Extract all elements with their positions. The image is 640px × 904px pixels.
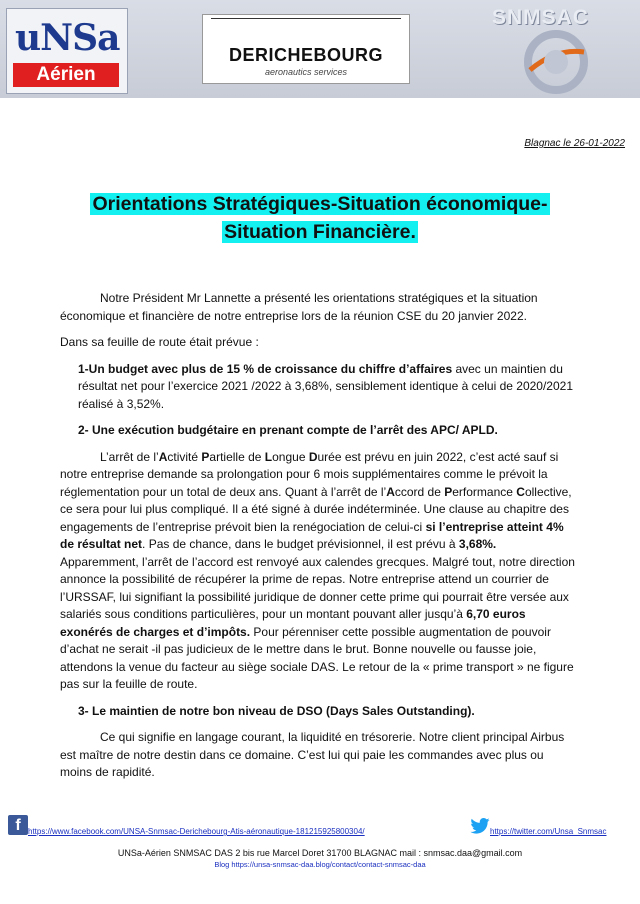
- point-1: [60, 361, 575, 414]
- intro-paragraph: Notre Président Mr Lannette a présenté les orientations stratégiques et la situation économique et financière de notre entreprise lors de la réunion CSE du 20 janvier 2022.: [60, 291, 538, 323]
- point-2-paragraph: L’arrêt de l’Activité Partielle de Longue Durée est prévu en juin 2022, c’est acté sauf si notre entreprise demande sa prolongation pour 6 mois supplémentaires comme le prévoit la réglementation pour un total de deux ans. Quant à l’arrêt de l’Accord de Performance Collective, ce sera pour lui plus compliqué. Il a été signé à durée indéterminée. Une clause au chapitre des engagements de l’entreprise prévoit bien la renégociation de celui-ci si l’entreprise atteint 4% de résultat net. Pas de chance, dans le budget prévisionnel, il est prévu à 3,68%. Apparemment, l’arrêt de l’accord est renvoyé aux calendes grecques. Malgré tout, notre direction annonce la possibilité de récupérer la prime de repas. Notre entreprise attend un courrier de l’URSSAF, lui signifiant la possibilité juridique de donner cette prime qui pourrait être versée aux salariés sous conditions particulières, pour un montant pouvant aller jusqu’à 6,70 euros exonérés de charges et d’impôts. Pour pérenniser cette possible augmentation de pouvoir d’achat ne serait -il pas judicieux de le mettre dans le brut. Bonne nouvelle ou fausse joie, attendons la venue du facteur au siège sociale DAS. Le retour de la « prime transport » ne figure pas sur la feuille de route.: [60, 449, 575, 691]
- point-3-heading: 3- Le maintien de notre bon niveau de DSO (Days Sales Outstanding).: [78, 703, 475, 718]
- derichebourg-tagline: aeronautics services: [264, 67, 348, 77]
- derichebourg-name: DERICHEBOURG: [228, 45, 383, 65]
- snmsac-name: SNMSAC: [492, 6, 590, 29]
- roadmap-intro: Dans sa feuille de route était prévue :: [60, 335, 259, 349]
- derichebourg-logo: [202, 14, 410, 84]
- title-line-1: Orientations Stratégiques-Situation économique-: [92, 193, 548, 215]
- point-3-paragraph: Ce qui signifie en langage courant, la liquidité en trésorerie. Notre client principal Airbus est maître de notre destin dans ce domaine. C’est lui qui paie les commandes avec plus ou moins de rapidité.: [60, 730, 565, 779]
- blog-link[interactable]: Blog https://unsa-snmsac-daa.blog/contact/contact-snmsac-daa: [214, 860, 426, 869]
- footer-address: UNSa-Aérien SNMSAC DAS 2 bis rue Marcel Doret 31700 BLAGNAC mail : snmsac.daa@gmail.com: [117, 848, 523, 858]
- facebook-link[interactable]: https://www.facebook.com/UNSA-Snmsac-Derichebourg-Atis-aéronautique-181215925800304/: [28, 827, 365, 836]
- document-body: [60, 290, 575, 791]
- document-date: Blagnac le 26-01-2022: [524, 138, 625, 149]
- unsa-logo-text: uNSa: [15, 17, 120, 59]
- facebook-icon[interactable]: f: [8, 815, 28, 835]
- point-1-text: avec un maintien du résultat net pour l’exercice 2021 /2022 à 3,68%, sensiblement identique à celui de 2020/2021 réalisé à 3,52%.: [78, 361, 574, 411]
- gear-icon: [524, 30, 588, 94]
- title-line-2: Situation Financière.: [224, 221, 416, 243]
- point-1-heading: 1-Un budget avec plus de 15 % de croissance du chiffre d’affaires: [78, 361, 453, 376]
- unsa-logo-subtext: Aérien: [13, 63, 119, 87]
- twitter-icon[interactable]: [470, 818, 490, 834]
- unsa-aerien-logo: [6, 8, 128, 94]
- point-2-heading: 2- Une exécution budgétaire en prenant compte de l’arrêt des APC/ APLD.: [78, 423, 498, 437]
- twitter-link[interactable]: https://twitter.com/Unsa_Snmsac: [490, 827, 607, 836]
- page-title: [40, 190, 600, 246]
- snmsac-logo: [478, 0, 640, 98]
- letterhead: [0, 0, 640, 98]
- logo-divider: [211, 18, 401, 19]
